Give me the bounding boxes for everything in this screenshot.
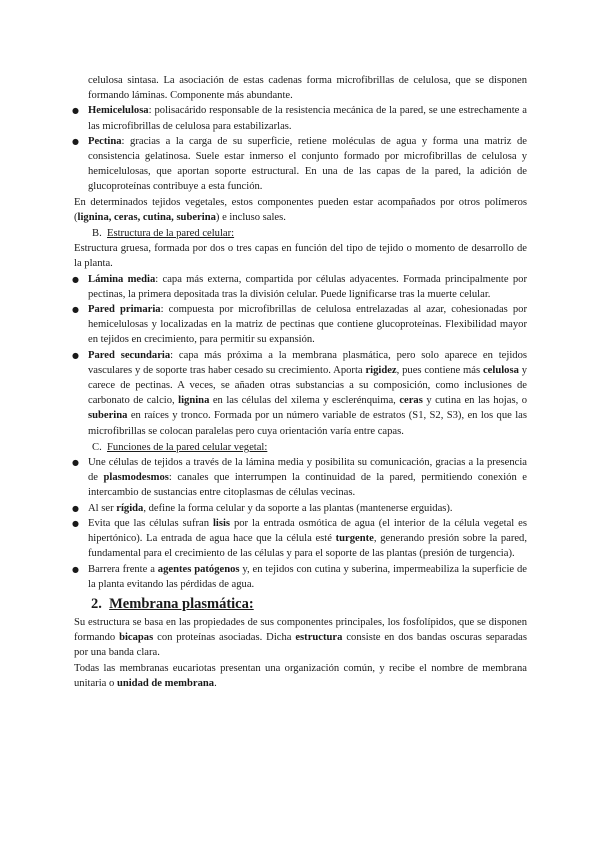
text: ) e incluso sales. [215, 211, 286, 223]
text: . [214, 677, 217, 689]
text: Todas las membranas eucariotas presentan una organización común, y recibe el nombre de membrana unitaria o [74, 662, 527, 689]
text: por la entrada osmótica de agua (el interior de la célula vegetal es hipertónico). La entrada de agua hace que la célula esté [88, 517, 527, 545]
text: , define la forma celular y da soporte a las plantas (mantenerse erguidas). [143, 502, 453, 514]
text: , generando presión sobre la pared, fundamental para el crecimiento de las células y para el soporte de las plantas (presión de turgencia). [88, 533, 527, 560]
separator: , [137, 211, 143, 223]
text: y carece de pectinas. A veces, se añaden otras substancias a su composición, como inclusiones de carbonato de calcio, [88, 364, 528, 407]
bold-rigidez: rigidez [365, 364, 397, 376]
bullet-icon: ● [72, 274, 79, 284]
text: Une células de tejidos a través de la lámina media y posibilita su comunicación, gracias a la presencia de [88, 457, 527, 484]
list-item-funcion-barrera [74, 562, 527, 592]
membrana-paragraph [74, 615, 527, 661]
text-hemicelulosa: : polisacárido responsable de la resistencia mecánica de la pared, se une estrechamente a las microfibrillas de celulosa para estabilizarlas. [88, 105, 527, 132]
section-c-title: Funciones de la pared celular vegetal: [107, 441, 268, 453]
bullet-icon: ● [72, 106, 79, 116]
bold-turgente: turgente [335, 533, 374, 545]
text-pared-primaria: : compuesta por microfibrillas de celulosa entrelazadas al azar, cohesionadas por hemicelulosas y localizadas en la matriz de pectinas que contiene glucoproteínas. Flexibilidad mayor en tejidos en crecimiento, para permitir su expansión. [88, 304, 528, 346]
section-b-intro: Estructura gruesa, formada por dos o tres capas en función del tipo de tejido o momento de desarrollo de la planta. [74, 243, 527, 270]
text: con proteínas asociadas. Dicha [153, 632, 296, 644]
term-pared-primaria: Pared primaria [88, 304, 161, 316]
bullet-icon: ● [72, 458, 79, 468]
bullet-icon: ● [72, 564, 79, 574]
bold-ceras: ceras [399, 395, 423, 407]
term-pared-secundaria: Pared secundaria [88, 349, 171, 361]
text-pectina: : gracias a la carga de su superficie, retiene moléculas de agua y forma una matriz de consistencia gelatinosa. Suele estar inmerso el conjunto formado por microfibrillas de celulosa y hemicelulosas, que aportan soporte estructural. En una de las capas de la pared, la adición de glucoproteínas contribuye a esta función. [88, 135, 527, 193]
bold-plasmodesmos: plasmodesmos [103, 472, 169, 484]
bullet-icon: ● [72, 350, 79, 360]
section-b-letter: B. [92, 228, 102, 240]
text: Al ser [88, 502, 117, 514]
bold-lignina: lignina [77, 211, 109, 223]
term-lamina-media: Lámina media [88, 273, 156, 285]
unitaria-paragraph [74, 661, 527, 691]
bold-suberina: suberina [176, 211, 216, 223]
section-b-title: Estructura de la pared celular: [107, 228, 235, 240]
section-2-number: 2. [91, 595, 102, 612]
section-b-heading [74, 226, 527, 241]
separator: , [108, 211, 115, 223]
tejidos-paragraph [74, 195, 527, 225]
text: : canales que interrumpen la continuidad de la pared, permitiendo conexión e intercambio de sustancias entre citoplasmas de células vecinas. [88, 472, 527, 499]
text: Evita que las células sufran [88, 517, 213, 529]
list-item-funcion-lisis [74, 516, 527, 562]
bold-celulosa: celulosa [482, 364, 519, 376]
term-pectina: Pectina [88, 135, 122, 147]
bold-suberina: suberina [88, 410, 128, 422]
text: Su estructura se basa en las propiedades de sus componentes principales, los fosfolípidos, que se disponen formando [74, 616, 527, 644]
term-hemicelulosa: Hemicelulosa [88, 105, 149, 117]
bold-cutina: cutina [142, 211, 172, 223]
text: en las células del xilema y esclerénquima, [209, 395, 400, 407]
bold-estructura: estructura [295, 632, 343, 644]
bold-agentes-patogenos: agentes patógenos [157, 563, 240, 575]
list-item-pared-secundaria [74, 348, 527, 439]
document-body [74, 73, 527, 691]
text: En determinados tejidos vegetales, estos componentes pueden estar acompañados por otros polímeros ( [74, 196, 527, 223]
bold-lisis: lisis [212, 517, 231, 529]
section-2-title: Membrana plasmática: [109, 595, 254, 612]
bullet-icon: ● [72, 503, 79, 513]
list-item-pared-primaria [74, 302, 527, 348]
list-item-funcion-union [74, 455, 527, 501]
bold-bicapas: bicapas [119, 632, 154, 644]
text: en raíces y tronco. Formada por un número variable de estratos (S1, S2, S3), en los que las microfibrillas se colocan paralelas pero cuya orientación varía entre capas. [88, 410, 527, 437]
list-item-funcion-rigida [74, 501, 527, 516]
bold-unidad-de-membrana: unidad de membrana [116, 677, 215, 689]
list-item-hemicelulosa [74, 103, 527, 133]
section-c-letter: C. [92, 441, 102, 453]
separator: , [171, 211, 177, 223]
section-c-heading [74, 440, 527, 455]
bullet-icon: ● [72, 136, 79, 146]
text: y cutina en las hojas, o [422, 395, 527, 407]
text: Barrera frente a [88, 563, 158, 575]
text-lamina-media: : capa más externa, compartida por células adyacentes. Formada principalmente por pectinas, la primera depositada tras la división celular. Puede lignificarse tras la muerte celular. [88, 273, 527, 300]
bold-lignina: lignina [178, 395, 210, 407]
list-item-lamina-media [74, 272, 527, 302]
text: : capa más próxima a la membrana plasmática, pero solo aparece en tejidos vasculares y de soporte tras haber cesado su crecimiento. Aporta [88, 349, 527, 376]
intro-paragraph: celulosa sintasa. La asociación de estas cadenas forma microfibrillas de celulosa, que se disponen formando láminas. Componente más abundante. [88, 75, 527, 102]
bold-ceras: ceras [114, 211, 138, 223]
text: y, en tejidos con cutina y suberina, impermeabiliza la superficie de la planta evitando las pérdidas de agua. [88, 563, 528, 590]
bold-rigida: rígida [116, 502, 144, 514]
text: consiste en dos bandas oscuras separadas por una banda clara. [74, 632, 527, 659]
list-item-pectina [74, 134, 527, 195]
section-2-heading [91, 595, 527, 614]
bullet-icon: ● [72, 305, 79, 315]
text: , pues contiene más [396, 364, 483, 376]
bullet-icon: ● [72, 518, 79, 528]
